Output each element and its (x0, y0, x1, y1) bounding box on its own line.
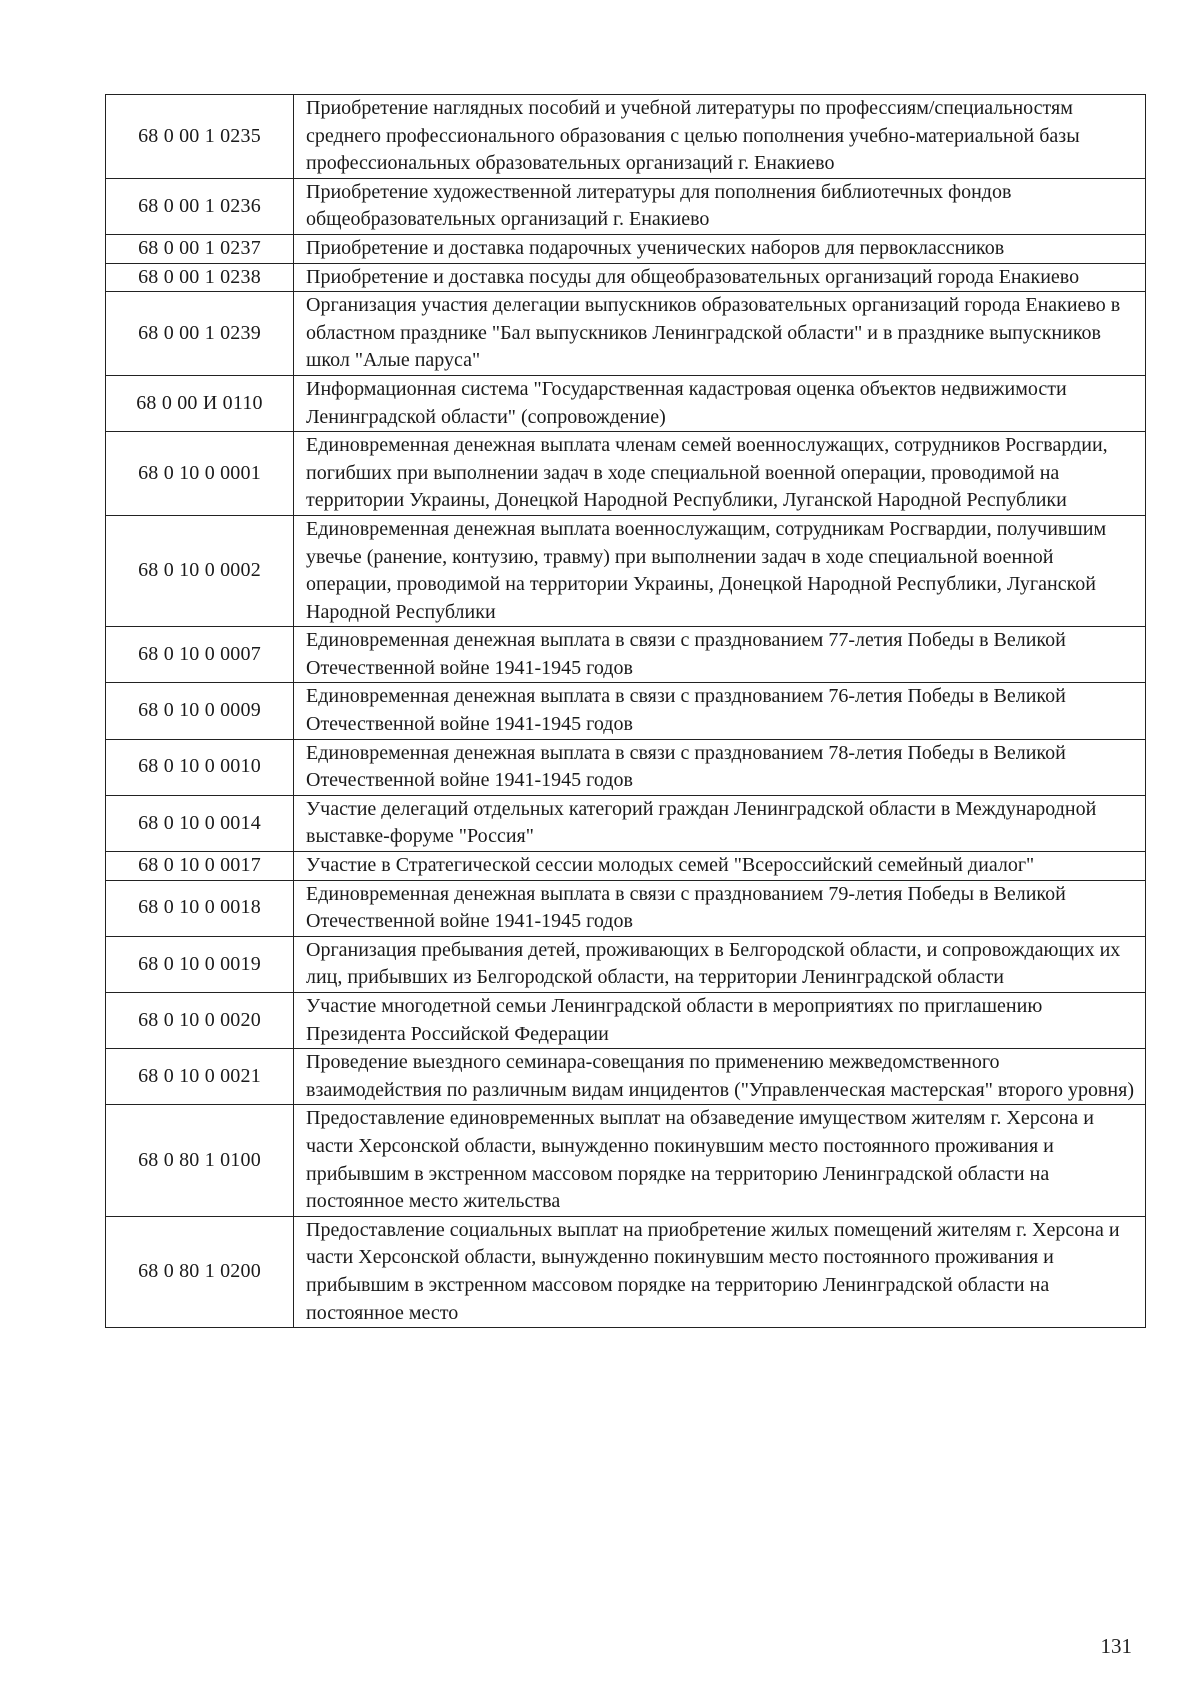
budget-codes-table (105, 94, 1146, 1328)
row-code: 68 0 00 1 0237 (106, 234, 294, 263)
row-description: Единовременная денежная выплата в связи с празднованием 78-летия Победы в Великой Отечественной войне 1941-1945 годов (294, 739, 1146, 795)
table-row (106, 795, 1146, 851)
row-code: 68 0 10 0 0019 (106, 936, 294, 992)
row-description: Участие в Стратегической сессии молодых семей "Всероссийский семейный диалог" (294, 852, 1146, 881)
row-code: 68 0 00 1 0239 (106, 292, 294, 376)
table-row (106, 739, 1146, 795)
table-row (106, 1216, 1146, 1327)
table-row (106, 292, 1146, 376)
row-code: 68 0 80 1 0200 (106, 1216, 294, 1327)
table-row (106, 993, 1146, 1049)
row-code: 68 0 10 0 0002 (106, 515, 294, 626)
table-row (106, 683, 1146, 739)
row-description: Приобретение художественной литературы для пополнения библиотечных фондов общеобразовательных организаций г. Енакиево (294, 178, 1146, 234)
row-code: 68 0 00 1 0238 (106, 263, 294, 292)
table-row (106, 95, 1146, 179)
row-description: Приобретение и доставка подарочных ученических наборов для первоклассников (294, 234, 1146, 263)
row-description: Предоставление единовременных выплат на обзаведение имуществом жителям г. Херсона и части Херсонской области, вынужденно покинувшим место постоянного проживания и прибывшим в экстренном массовом порядке на территорию Ленинградской области на постоянное место жительства (294, 1105, 1146, 1216)
row-code: 68 0 10 0 0017 (106, 852, 294, 881)
row-description: Участие делегаций отдельных категорий граждан Ленинградской области в Международной выставке-форуме "Россия" (294, 795, 1146, 851)
row-description: Организация пребывания детей, проживающих в Белгородской области, и сопровождающих их лиц, прибывших из Белгородской области, на территории Ленинградской области (294, 936, 1146, 992)
row-code: 68 0 10 0 0014 (106, 795, 294, 851)
row-code: 68 0 10 0 0009 (106, 683, 294, 739)
table-row (106, 852, 1146, 881)
table-row (106, 263, 1146, 292)
row-description: Проведение выездного семинара-совещания по применению межведомственного взаимодействия по различным видам инцидентов ("Управленческая мастерская" второго уровня) (294, 1049, 1146, 1105)
table-row (106, 1049, 1146, 1105)
page-number: 131 (1100, 1634, 1132, 1658)
table-row (106, 432, 1146, 516)
row-code: 68 0 10 0 0020 (106, 993, 294, 1049)
row-description: Единовременная денежная выплата в связи с празднованием 79-летия Победы в Великой Отечественной войне 1941-1945 годов (294, 880, 1146, 936)
table-row (106, 515, 1146, 626)
table-row (106, 627, 1146, 683)
row-code: 68 0 10 0 0010 (106, 739, 294, 795)
row-code: 68 0 10 0 0007 (106, 627, 294, 683)
row-description: Единовременная денежная выплата военнослужащим, сотрудникам Росгвардии, получившим увечье (ранение, контузию, травму) при выполнении задач в ходе специальной военной операции, проводимой на территории Украины, Донецкой Народной Республики, Луганской Народной Республики (294, 515, 1146, 626)
table-row (106, 880, 1146, 936)
row-code: 68 0 00 1 0235 (106, 95, 294, 179)
table-row (106, 936, 1146, 992)
row-description: Приобретение наглядных пособий и учебной литературы по профессиям/специальностям среднего профессионального образования с целью пополнения учебно-материальной базы профессиональных образовательных организаций г. Енакиево (294, 95, 1146, 179)
row-code: 68 0 10 0 0021 (106, 1049, 294, 1105)
row-description: Предоставление социальных выплат на приобретение жилых помещений жителям г. Херсона и части Херсонской области, вынужденно покинувшим место постоянного проживания и прибывшим в экстренном массовом порядке на территорию Ленинградской области на постоянное место (294, 1216, 1146, 1327)
row-description: Единовременная денежная выплата членам семей военнослужащих, сотрудников Росгвардии, погибших при выполнении задач в ходе специальной военной операции, проводимой на территории Украины, Донецкой Народной Республики, Луганской Народной Республики (294, 432, 1146, 516)
row-description: Участие многодетной семьи Ленинградской области в мероприятиях по приглашению Президента Российской Федерации (294, 993, 1146, 1049)
row-description: Единовременная денежная выплата в связи с празднованием 77-летия Победы в Великой Отечественной войне 1941-1945 годов (294, 627, 1146, 683)
row-code: 68 0 10 0 0001 (106, 432, 294, 516)
row-code: 68 0 00 1 0236 (106, 178, 294, 234)
row-description: Организация участия делегации выпускников образовательных организаций города Енакиево в областном празднике "Бал выпускников Ленинградской области" и в празднике выпускников школ "Алые паруса" (294, 292, 1146, 376)
table-row (106, 1105, 1146, 1216)
row-code: 68 0 80 1 0100 (106, 1105, 294, 1216)
row-code: 68 0 10 0 0018 (106, 880, 294, 936)
row-description: Единовременная денежная выплата в связи с празднованием 76-летия Победы в Великой Отечественной войне 1941-1945 годов (294, 683, 1146, 739)
row-description: Приобретение и доставка посуды для общеобразовательных организаций города Енакиево (294, 263, 1146, 292)
table-row (106, 375, 1146, 431)
table-row (106, 234, 1146, 263)
row-description: Информационная система "Государственная кадастровая оценка объектов недвижимости Ленинградской области" (сопровождение) (294, 375, 1146, 431)
table-row (106, 178, 1146, 234)
row-code: 68 0 00 И 0110 (106, 375, 294, 431)
